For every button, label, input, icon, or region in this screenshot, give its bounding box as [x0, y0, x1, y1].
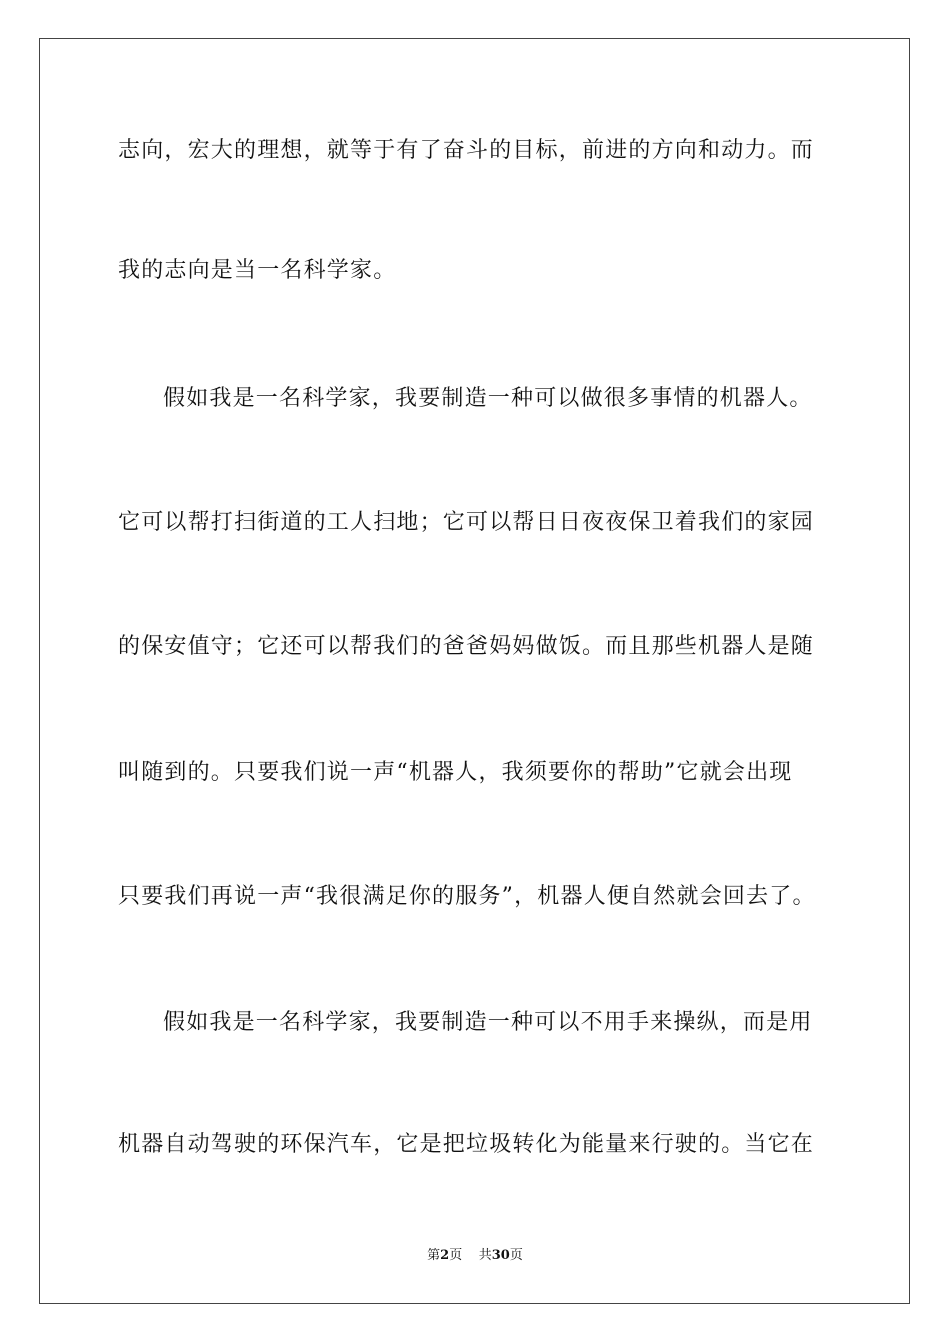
text-line-5: 的保安值守；它还可以帮我们的爸爸妈妈做饭。而且那些机器人是随 [118, 634, 815, 659]
page-footer [0, 1248, 950, 1264]
page-suffix: 页 [449, 1248, 463, 1263]
page-prefix: 第 [427, 1248, 441, 1263]
text-line-3: 假如我是一名科学家，我要制造一种可以做很多事情的机器人。 [163, 386, 813, 411]
page-number: 2 [440, 1248, 450, 1263]
text-line-4: 它可以帮打扫街道的工人扫地；它可以帮日日夜夜保卫着我们的家园 [118, 510, 815, 535]
text-line-2: 我的志向是当一名科学家。 [118, 258, 397, 283]
text-line-8: 假如我是一名科学家，我要制造一种可以不用手来操纵，而是用 [163, 1010, 813, 1035]
total-pages: 30 [491, 1248, 510, 1263]
total-suffix: 页 [509, 1248, 523, 1263]
page-border [39, 38, 910, 1304]
total-prefix: 共 [478, 1248, 492, 1263]
text-line-6: 叫随到的。只要我们说一声“机器人，我须要你的帮助”它就会出现 [118, 760, 793, 785]
text-line-7: 只要我们再说一声“我很满足你的服务”，机器人便自然就会回去了。 [118, 884, 816, 909]
text-line-9: 机器自动驾驶的环保汽车，它是把垃圾转化为能量来行驶的。当它在 [118, 1132, 815, 1157]
text-line-1: 志向，宏大的理想，就等于有了奋斗的目标，前进的方向和动力。而 [118, 138, 815, 163]
